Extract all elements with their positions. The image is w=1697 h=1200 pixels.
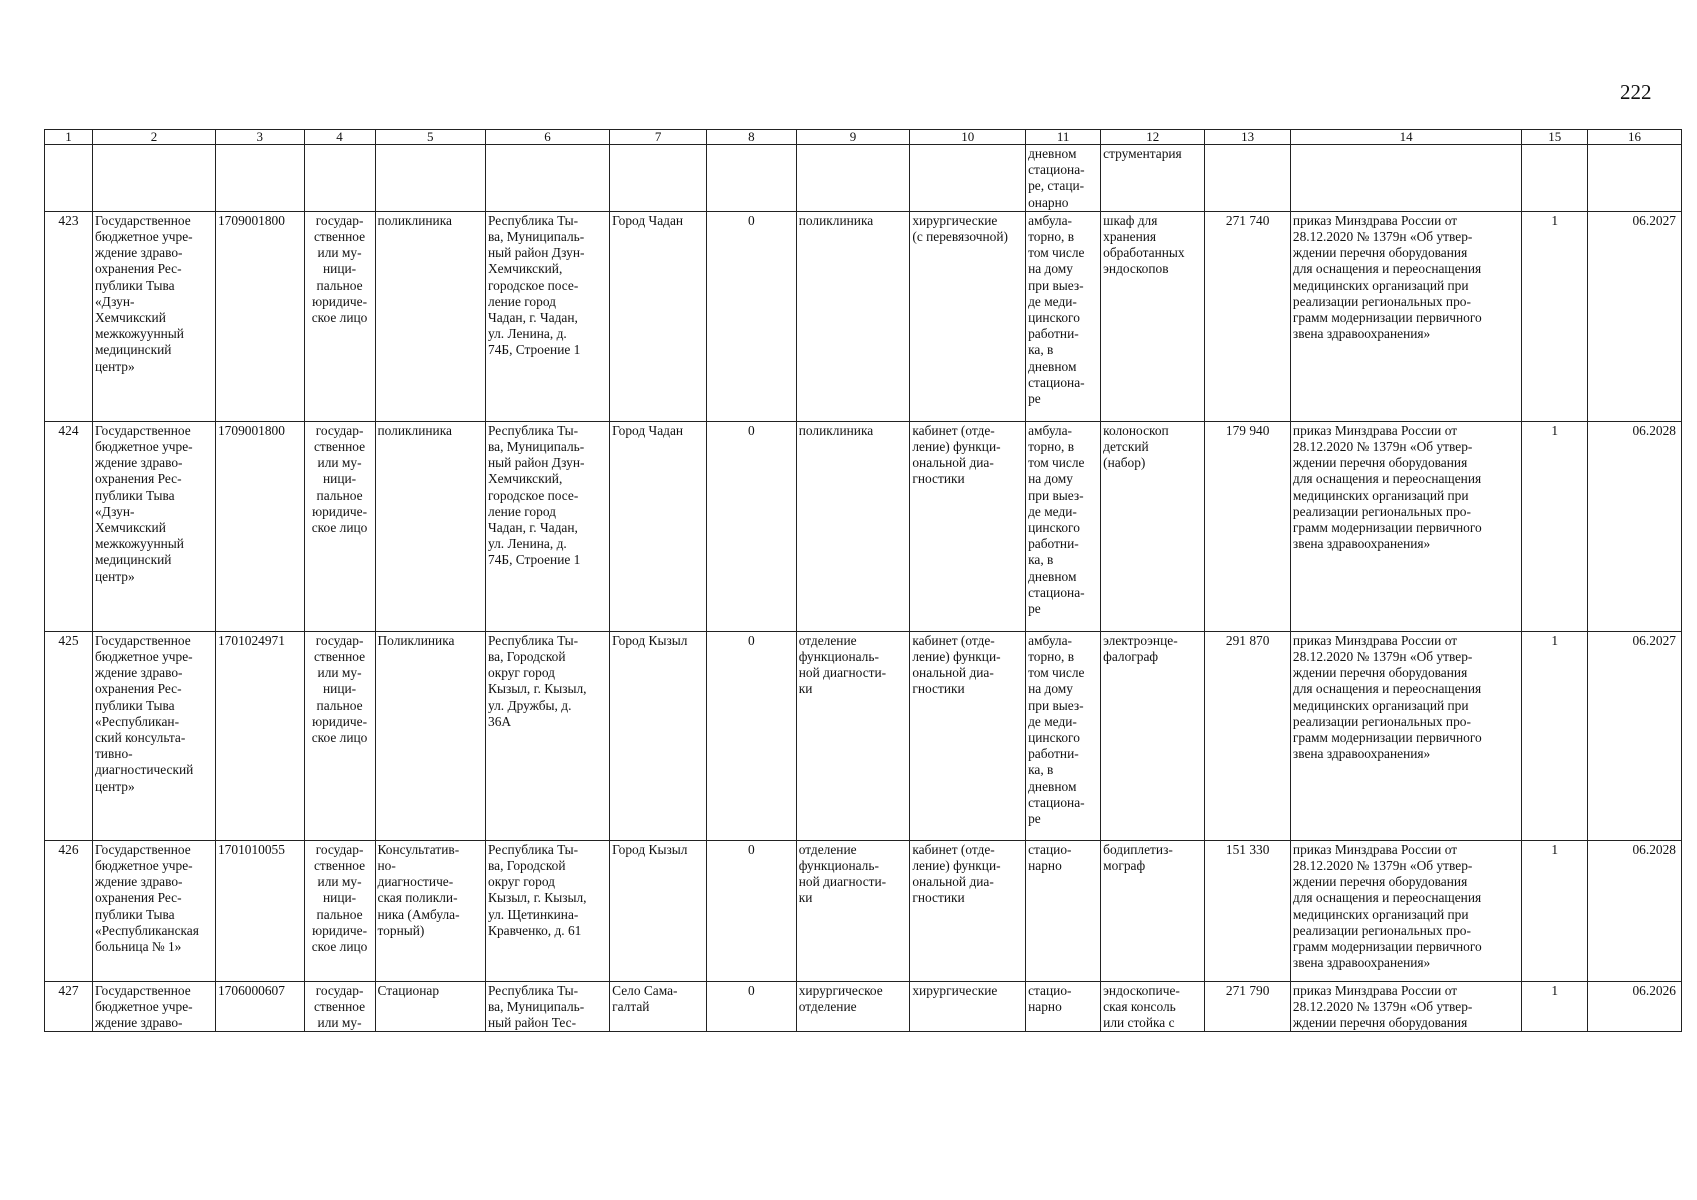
- header-cell: 4: [304, 130, 375, 145]
- care-conditions: стацио- нарно: [1026, 981, 1101, 1032]
- table-cell: [45, 145, 93, 212]
- header-cell: 10: [910, 130, 1026, 145]
- cabinet: кабинет (отде- ление) функци- ональной диа- гностики: [910, 631, 1026, 840]
- page-number: 222: [1620, 80, 1652, 104]
- unit-type: Консультатив- но- диагностиче- ская поликли- ника (Амбула- торный): [375, 840, 486, 981]
- unit-type: Поликлиника: [375, 631, 486, 840]
- care-conditions: амбула- торно, в том числе на дому при выез- де меди- цинского работни- ка, в дневном стациона- ре: [1026, 211, 1101, 421]
- department: отделение функциональ- ной диагности- ки: [796, 631, 910, 840]
- row-number: 425: [45, 631, 93, 840]
- legal-basis: приказ Минздрава России от 28.12.2020 № 1379н «Об утвер- ждении перечня оборудования для оснащения и переоснащения медицинских организаций при реализации региональных про- грамм модернизации первичного звена здравоохранения»: [1290, 631, 1521, 840]
- table-cell: [796, 145, 910, 212]
- table-cell: [486, 145, 610, 212]
- table-row: [45, 421, 1682, 631]
- cost: 291 870: [1205, 631, 1290, 840]
- legal-form: государ- ственное или му- ници- пальное юридиче- ское лицо: [304, 840, 375, 981]
- cabinet: хирургические (с перевязочной): [910, 211, 1026, 421]
- value-col8: 0: [707, 631, 797, 840]
- header-cell: 5: [375, 130, 486, 145]
- address: Республика Ты- ва, Муниципаль- ный район Дзун- Хемчикский, городское посе- ление город Чадан, г. Чадан, ул. Ленина, д. 74Б, Строение 1: [486, 421, 610, 631]
- header-cell: 8: [707, 130, 797, 145]
- table-row: [45, 631, 1682, 840]
- date: 06.2028: [1588, 840, 1682, 981]
- unit-type: поликлиника: [375, 211, 486, 421]
- registration-code: 1709001800: [215, 211, 304, 421]
- equipment: колоноскоп детский (набор): [1101, 421, 1205, 631]
- legal-basis: приказ Минздрава России от 28.12.2020 № 1379н «Об утвер- ждении перечня оборудования для оснащения и переоснащения медицинских организаций при реализации региональных про- грамм модернизации первичного звена здравоохранения»: [1290, 421, 1521, 631]
- quantity: 1: [1522, 211, 1588, 421]
- cabinet: кабинет (отде- ление) функци- ональной диа- гностики: [910, 840, 1026, 981]
- header-cell: 7: [610, 130, 707, 145]
- locality: Город Чадан: [610, 421, 707, 631]
- header-cell: 14: [1290, 130, 1521, 145]
- legal-form: государ- ственное или му- ници- пальное юридиче- ское лицо: [304, 421, 375, 631]
- locality: Город Кызыл: [610, 631, 707, 840]
- legal-form: государ- ственное или му- ници- пальное юридиче- ское лицо: [304, 211, 375, 421]
- organization-name: Государственное бюджетное учре- ждение здраво- охранения Рес- публики Тыва «Республикан- ский консульта- тивно- диагностический центр»: [92, 631, 215, 840]
- cost: 271 740: [1205, 211, 1290, 421]
- row-number: 426: [45, 840, 93, 981]
- table-cell: [1290, 145, 1521, 212]
- quantity: 1: [1522, 421, 1588, 631]
- legal-basis: приказ Минздрава России от 28.12.2020 № 1379н «Об утвер- ждении перечня оборудования для оснащения и переоснащения медицинских организаций при реализации региональных про- грамм модернизации первичного звена здравоохранения»: [1290, 840, 1521, 981]
- header-cell: 3: [215, 130, 304, 145]
- locality: Город Чадан: [610, 211, 707, 421]
- cabinet: хирургические: [910, 981, 1026, 1032]
- address: Республика Ты- ва, Городской округ город Кызыл, г. Кызыл, ул. Щетинкина- Кравченко, д. 61: [486, 840, 610, 981]
- table-row: [45, 981, 1682, 1032]
- legal-form: государ- ственное или му-: [304, 981, 375, 1032]
- care-conditions: стацио- нарно: [1026, 840, 1101, 981]
- equipment: шкаф для хранения обработанных эндоскопов: [1101, 211, 1205, 421]
- value-col8: 0: [707, 211, 797, 421]
- cost: 271 790: [1205, 981, 1290, 1032]
- legal-form: государ- ственное или му- ници- пальное юридиче- ское лицо: [304, 631, 375, 840]
- header-cell: 15: [1522, 130, 1588, 145]
- header-cell: 12: [1101, 130, 1205, 145]
- table-row: [45, 211, 1682, 421]
- registration-code: 1701024971: [215, 631, 304, 840]
- cabinet: кабинет (отде- ление) функци- ональной диа- гностики: [910, 421, 1026, 631]
- locality: Село Сама- галтай: [610, 981, 707, 1032]
- header-cell: 9: [796, 130, 910, 145]
- quantity: 1: [1522, 840, 1588, 981]
- department: отделение функциональ- ной диагности- ки: [796, 840, 910, 981]
- organization-name: Государственное бюджетное учре- ждение здраво-: [92, 981, 215, 1032]
- row-number: 427: [45, 981, 93, 1032]
- row-number: 423: [45, 211, 93, 421]
- cost: 151 330: [1205, 840, 1290, 981]
- care-conditions: амбула- торно, в том числе на дому при выез- де меди- цинского работни- ка, в дневном стациона- ре: [1026, 631, 1101, 840]
- table-cell: [910, 145, 1026, 212]
- unit-type: Стационар: [375, 981, 486, 1032]
- equipment-registry-table: [44, 129, 1682, 1032]
- continuation-row: [45, 145, 1682, 212]
- header-cell: 2: [92, 130, 215, 145]
- table-cell: [1205, 145, 1290, 212]
- value-col8: 0: [707, 421, 797, 631]
- row-number: 424: [45, 421, 93, 631]
- registration-code: 1701010055: [215, 840, 304, 981]
- registration-code: 1706000607: [215, 981, 304, 1032]
- header-cell: 11: [1026, 130, 1101, 145]
- date: 06.2027: [1588, 211, 1682, 421]
- care-conditions: амбула- торно, в том числе на дому при выез- де меди- цинского работни- ка, в дневном стациона- ре: [1026, 421, 1101, 631]
- value-col8: 0: [707, 840, 797, 981]
- legal-basis: приказ Минздрава России от 28.12.2020 № 1379н «Об утвер- ждении перечня оборудования для оснащения и переоснащения медицинских организаций при реализации региональных про- грамм модернизации первичного звена здравоохранения»: [1290, 211, 1521, 421]
- table-cell: [1588, 145, 1682, 212]
- department: хирургическое отделение: [796, 981, 910, 1032]
- table-cell: [375, 145, 486, 212]
- table-cell: [707, 145, 797, 212]
- column-number-row: [45, 130, 1682, 145]
- equipment: бодиплетиз- мограф: [1101, 840, 1205, 981]
- department: поликлиника: [796, 421, 910, 631]
- table-cell: [215, 145, 304, 212]
- quantity: 1: [1522, 981, 1588, 1032]
- cost: 179 940: [1205, 421, 1290, 631]
- legal-basis: приказ Минздрава России от 28.12.2020 № 1379н «Об утвер- ждении перечня оборудования: [1290, 981, 1521, 1032]
- table-cell: [1522, 145, 1588, 212]
- table-cell: дневном стациона- ре, стаци- онарно: [1026, 145, 1101, 212]
- department: поликлиника: [796, 211, 910, 421]
- header-cell: 1: [45, 130, 93, 145]
- unit-type: поликлиника: [375, 421, 486, 631]
- header-cell: 13: [1205, 130, 1290, 145]
- organization-name: Государственное бюджетное учре- ждение здраво- охранения Рес- публики Тыва «Дзун- Хемчикский межкожуунный медицинский центр»: [92, 211, 215, 421]
- organization-name: Государственное бюджетное учре- ждение здраво- охранения Рес- публики Тыва «Дзун- Хемчикский межкожуунный медицинский центр»: [92, 421, 215, 631]
- header-cell: 16: [1588, 130, 1682, 145]
- equipment: электроэнце- фалограф: [1101, 631, 1205, 840]
- date: 06.2028: [1588, 421, 1682, 631]
- address: Республика Ты- ва, Муниципаль- ный район Дзун- Хемчикский, городское посе- ление город Чадан, г. Чадан, ул. Ленина, д. 74Б, Строение 1: [486, 211, 610, 421]
- table-cell: [610, 145, 707, 212]
- table-row: [45, 840, 1682, 981]
- table-cell: [304, 145, 375, 212]
- locality: Город Кызыл: [610, 840, 707, 981]
- address: Республика Ты- ва, Муниципаль- ный район Тес-: [486, 981, 610, 1032]
- header-cell: 6: [486, 130, 610, 145]
- table-cell: [92, 145, 215, 212]
- table-cell: струментария: [1101, 145, 1205, 212]
- quantity: 1: [1522, 631, 1588, 840]
- registration-code: 1709001800: [215, 421, 304, 631]
- date: 06.2027: [1588, 631, 1682, 840]
- date: 06.2026: [1588, 981, 1682, 1032]
- equipment: эндоскопиче- ская консоль или стойка с: [1101, 981, 1205, 1032]
- address: Республика Ты- ва, Городской округ город Кызыл, г. Кызыл, ул. Дружбы, д. 36А: [486, 631, 610, 840]
- value-col8: 0: [707, 981, 797, 1032]
- organization-name: Государственное бюджетное учре- ждение здраво- охранения Рес- публики Тыва «Республиканская больница № 1»: [92, 840, 215, 981]
